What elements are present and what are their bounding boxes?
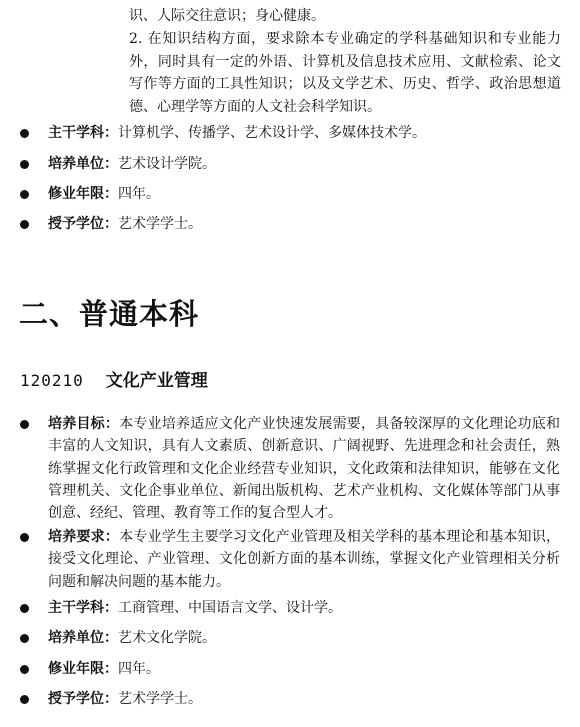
item-label: 主干学科： (48, 600, 118, 616)
major-heading (20, 366, 208, 391)
item-value: 计算机学、传播学、艺术设计学、多媒体技术学。 (118, 125, 426, 141)
bullet-icon (20, 695, 29, 704)
section-title: 二、普通本科 (19, 297, 200, 331)
item-value: 艺术文化学院。 (118, 630, 216, 646)
knowledge-structure-paragraph: 2. 在知识结构方面，要求除本专业确定的学科基础知识和专业能力外，同时具有一定的外语、计算机及信息技术应用、文献检索、论文写作等方面的工具性知识；以及文学艺术、历史、哲学、政治思想道德、心理学等方面的人文社会科学知识。 (129, 31, 561, 116)
item-label: 授予学位： (48, 691, 118, 707)
item-value: 本专业学生主要学习文化产业管理及相关学科的基本理论和基本知识，接受文化理论、产业管理、文化创新方面的基本训练，掌握文化产业管理相关分析问题和解决问题的基本能力。 (48, 529, 561, 590)
item-label: 授予学位： (48, 216, 118, 232)
bullet-icon (20, 160, 29, 169)
item-value: 四年。 (118, 661, 160, 677)
bullet-icon (20, 129, 29, 138)
item-label: 培养单位： (48, 156, 118, 172)
item-value: 艺术学学士。 (118, 216, 202, 232)
item-label: 主干学科： (48, 125, 118, 141)
item-value: 艺术设计学院。 (118, 156, 216, 172)
item-value: 工商管理、中国语言文学、设计学。 (118, 600, 342, 616)
item-value: 艺术学学士。 (118, 691, 202, 707)
bullet-icon (20, 420, 29, 429)
continuation-line: 识、人际交往意识；身心健康。 (129, 8, 325, 24)
major-code: 120210 (20, 371, 84, 390)
bullet-icon (20, 533, 29, 542)
item-label: 培养要求： (48, 529, 120, 545)
item-value: 本专业培养适应文化产业快速发展需要，具备较深厚的文化理论功底和丰富的人文知识，具有人文素质、创新意识、广阔视野、先进理念和社会责任，熟练掌握文化行政管理和文化企业经营专业知识，文化政策和法律知识，能够在文化管理机关、文化企事业单位、新闻出版机构、艺术产业机构、文化媒体等部门从事创意、经纪、管理、教育等工作的复合型人才。 (48, 416, 561, 522)
item-value: 四年。 (118, 186, 160, 202)
bullet-icon (20, 634, 29, 643)
bullet-icon (20, 665, 29, 674)
item-label: 修业年限： (48, 661, 118, 677)
bullet-icon (20, 220, 29, 229)
bullet-icon (20, 604, 29, 613)
bullet-icon (20, 190, 29, 199)
major-name: 文化产业管理 (105, 371, 208, 391)
item-label: 培养目标： (48, 416, 120, 432)
item-label: 修业年限： (48, 186, 118, 202)
item-label: 培养单位： (48, 630, 118, 646)
